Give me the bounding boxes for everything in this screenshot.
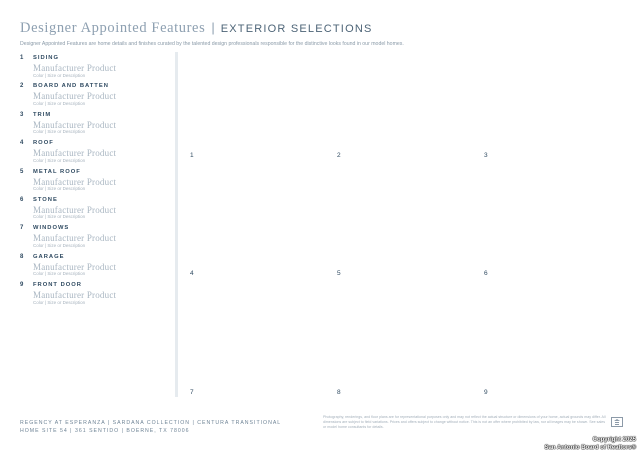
item-label: WINDOWS: [33, 225, 70, 232]
item-number: 7: [20, 225, 24, 232]
grid-number: 8: [337, 389, 341, 396]
item-label: STONE: [33, 196, 58, 203]
grid-number: 4: [190, 270, 194, 277]
footer-disclaimer: Photography, renderings, and floor plans are for representational purposes only and may not reflect the actual structure or dimensions of your home, actual grounds may differ. All dimensions are subject to field variations. Prices and offers subject to change without notice. This is not an offer where prohibited by law, nor all images may be shown. See sales or model home consultants for details.: [323, 415, 606, 429]
item-product: Manufacturer Product: [33, 119, 117, 130]
item-description: Color | Size or Description: [33, 214, 86, 220]
item-product: Manufacturer Product: [33, 233, 117, 244]
item-product: Manufacturer Product: [33, 91, 117, 102]
item-label: METAL ROOF: [33, 168, 81, 175]
item-number: 3: [20, 111, 24, 118]
grid-number: 5: [337, 270, 341, 277]
selection-item: [20, 55, 170, 83]
grid-number: 9: [484, 389, 488, 396]
item-product: Manufacturer Product: [33, 204, 117, 215]
copyright-watermark: [544, 437, 636, 450]
item-label: TRIM: [33, 111, 52, 118]
item-description: Color | Size or Description: [33, 271, 86, 277]
grid-number: 7: [190, 389, 194, 396]
item-number: 2: [20, 83, 24, 90]
item-product: Manufacturer Product: [33, 63, 117, 73]
item-description: Color | Size or Description: [33, 72, 86, 78]
photo-grid: [185, 60, 630, 405]
selection-item: [20, 140, 170, 168]
item-number: 5: [20, 168, 24, 175]
item-description: Color | Size or Description: [33, 186, 86, 192]
item-label: BOARD AND BATTEN: [33, 83, 109, 90]
item-label: SIDING: [33, 55, 59, 61]
watermark-line-2: San Antonio Board of Realtors®: [544, 444, 636, 450]
selection-item: [20, 83, 170, 111]
item-description: Color | Size or Description: [33, 100, 86, 106]
title-row: [20, 20, 620, 37]
item-description: Color | Size or Description: [33, 129, 86, 135]
footer-homesite: HOME SITE 54 | 361 SENTIDO | BOERNE, TX 78006: [20, 428, 190, 434]
item-product: Manufacturer Product: [33, 261, 117, 272]
item-description: Color | Size or Description: [33, 242, 86, 248]
item-number: 6: [20, 196, 24, 203]
selection-item: [20, 282, 170, 310]
selection-item: [20, 197, 170, 225]
grid-number: 1: [190, 152, 194, 159]
vertical-divider: [175, 52, 178, 397]
equal-housing-icon: [611, 417, 623, 427]
item-number: 8: [20, 253, 24, 260]
watermark-line-1: Copyright 2025: [592, 437, 636, 443]
selection-item: [20, 254, 170, 282]
item-number: 4: [20, 140, 24, 147]
selection-item: [20, 225, 170, 253]
item-product: Manufacturer Product: [33, 176, 117, 187]
item-label: FRONT DOOR: [33, 282, 82, 289]
footer-address: [20, 419, 281, 435]
selection-item: [20, 169, 170, 197]
grid-number: 2: [337, 152, 341, 159]
item-number: 9: [20, 282, 24, 289]
footer-community: REGENCY AT ESPERANZA | SARDANA COLLECTION | CENTURA TRANSITIONAL: [20, 420, 282, 426]
grid-number: 3: [484, 152, 488, 159]
item-label: GARAGE: [33, 253, 65, 260]
item-number: 1: [20, 55, 24, 61]
selection-item: [20, 112, 170, 140]
page-header: [20, 20, 620, 47]
selection-list: [20, 55, 170, 311]
page-subtitle: EXTERIOR SELECTIONS: [220, 23, 373, 35]
title-separator: |: [211, 20, 215, 35]
page-title: Designer Appointed Features: [20, 20, 206, 36]
item-description: Color | Size or Description: [33, 157, 86, 163]
grid-number: 6: [484, 270, 488, 277]
item-label: ROOF: [33, 140, 54, 147]
item-product: Manufacturer Product: [33, 290, 117, 301]
intro-text: Designer Appointed Features are home details and finishes curated by the talented design professionals responsible for the distinctive looks found in our model homes.: [20, 41, 404, 47]
item-description: Color | Size or Description: [33, 299, 86, 305]
item-product: Manufacturer Product: [33, 148, 117, 159]
